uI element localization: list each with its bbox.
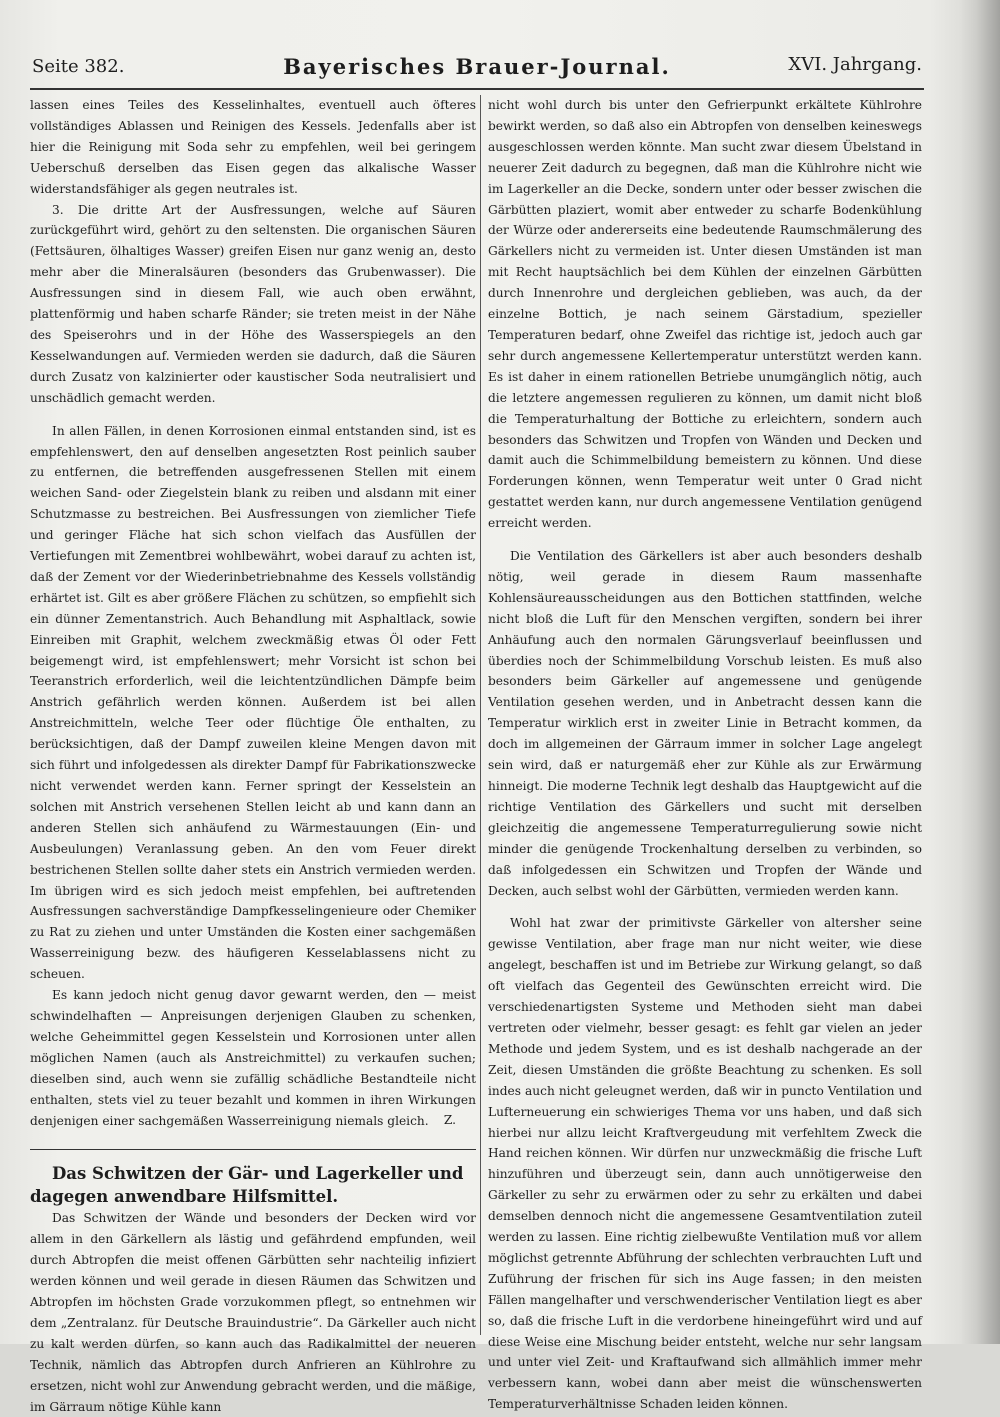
column-divider — [480, 95, 481, 1335]
page-header — [32, 52, 922, 88]
left-column — [30, 95, 476, 1417]
paragraph: Wohl hat zwar der primitivste Gärkeller von altersher seine gewisse Ventilation, aber frage man nur nicht weiter, wie diese angelegt, beschaffen ist und im Betriebe zur Wirkung gelangt, so daß oft vielfach das Gegenteil des Gewünschten erreicht wird. Die verschiedenartigsten Systeme und Methoden sieht man dabei vertreten oder vielmehr, besser gesagt: es fehlt gar vielen an jeder Methode und jedem System, und es ist deshalb nachgerade an der Zeit, diesen Umständen die größte Beachtung zu schenken. Es soll indes auch nicht geleugnet werden, daß wir in puncto Ventilation und Lufterneuerung ein schwieriges Thema vor uns haben, und daß sich hierbei nur allzu leicht Kraftvergeudung mit verfehltem Zweck die Hand reichen können. Wir dürfen nur unzweckmäßig die frische Luft hinzuführen und überzeugt sein, dann auch unnötigerweise den Gärkeller zu sehr zu erwärmen oder zu sehr zu erkälten und dabei demselben dennoch nicht die angemessene Gesamtventilation zuteil werden zu lassen. Eine richtig zielbewußte Ventilation muß vor allem möglichst getrennte Abführung der schlechten verbrauchten Luft und Zuführung der frischen für sich ins Auge fassen; in den meisten Fällen mangelhafter und verschwenderischer Ventilation liegt es aber so, daß die frische Luft in die verdorbene hineingeführt wird und auf diese Weise eine Mischung beider entsteht, welche nur sehr langsam und unter viel Zeit- und Kraftaufwand sich allmählich immer mehr verbessern kann, wobei dann aber meist die wünschenswerten Temperaturverhältnisse Schaden leiden können. — [488, 916, 923, 1412]
journal-title: Bayerisches Brauer-Journal. — [283, 54, 671, 79]
paragraph: Es kann jedoch nicht genug davor gewarnt werden, den — meist schwindelhaften — Anpreisungen derjenigen Glauben zu schenken, welche Geheimmittel gegen Kesselstein und Korrosionen unter allen möglichen Namen (auch als Anstreichmittel) zu verkaufen suchen; dieselben sind, auch wenn sie zufällig schädliche Bestandteile nicht enthalten, stets viel zu teuer bezahlt und kommen in ihren Wirkungen denjenigen einer sachgemäßen Wasserreinigung niemals gleich. — [30, 988, 476, 1128]
volume-label: XVI. Jahrgang. — [788, 54, 922, 75]
paragraph: 3. Die dritte Art der Ausfressungen, welche auf Säuren zurückgeführt wird, gehört zu den seltensten. Die organischen Säuren (Fettsäuren, ölhaltiges Wasser) greifen Eisen nur ganz wenig an, desto mehr aber die Mineralsäuren (besonders das Grubenwasser). Die Ausfressungen sind in diesem Fall, wie auch oben erwähnt, plattenförmig und haben scharfe Ränder; sie treten meist in der Nähe des Speiserohrs und in der Höhe des Wasserspiegels an den Kesselwandungen auf. Vermieden werden sie dadurch, daß die Säuren durch Zusatz von kalzinierter oder kaustischer Soda neutralisiert und unschädlich gemacht werden. — [30, 202, 476, 405]
right-column — [488, 95, 922, 1415]
author-signature: Z. — [443, 1113, 456, 1128]
paragraph: nicht wohl durch bis unter den Gefrierpunkt erkältete Kühlrohre bewirkt werden, so daß also ein Abtropfen von denselben keineswegs ausgeschlossen werden könnte. Man sucht zwar diesem Übelstand in neuerer Zeit dadurch zu begegnen, daß man die Kühlrohre nicht wie im Lagerkeller an die Decke, sondern unter oder besser zwischen die Gärbütten plaziert, womit aber entweder zu scharfe Bodenkühlung der Würze oder andererseits eine bedeutende Raumschmälerung des Gärkellers nicht zu vermeiden ist. Unter diesen Umständen ist man mit Recht hauptsächlich bei dem Kühlen der einzelnen Gärbütten durch Innenrohre und dergleichen geblieben, was auch, da der einzelne Bottich, je nach seinem Gärstadium, spezieller Temperaturen bedarf, ohne Zweifel das richtige ist, jedoch auch gar sehr durch angemessene Kellertemperatur unterstützt werden kann. Es ist daher in einem rationellen Betriebe unumgänglich nötig, auch die letztere angemessen regulieren zu können, um damit nicht bloß die Temperaturhaltung der Bottiche zu erleichtern, sondern auch besonders das Schwitzen und Tropfen von Wänden und Decken und damit auch die Schimmelbildung bemeistern zu können. Und diese Forderungen können, wenn Temperatur weit unter 0 Grad nicht gestattet werden kann, nur durch angemessene Ventilation genügend erreicht werden. — [488, 98, 922, 531]
paragraph: In allen Fällen, in denen Korrosionen einmal entstanden sind, ist es empfehlenswert, den auf denselben angesetzten Rost peinlich sauber zu entfernen, die betreffenden ausgefressenen Stellen mit einem weichen Sand- oder Ziegelstein blank zu reiben und alsdann mit einer Schutzmasse zu bestreichen. Bei Ausfressungen von ziemlicher Tiefe und geringer Fläche hat sich schon vielfach das Ausfüllen der Vertiefungen mit Zementbrei wohlbewährt, wobei darauf zu achten ist, daß der Zement vor der Wiederinbetriebnahme des Kessels vollständig erhärtet ist. Gilt es aber größere Flächen zu schützen, so empfiehlt sich ein dünner Zementanstrich. Auch Behandlung mit Asphaltlack, sowie Einreiben mit Graphit, welchem zweckmäßig etwas Öl oder Fett beigemengt wird, ist empfehlenswert; mehr Vorsicht ist schon bei Teeranstrich erforderlich, weil die leichtentzündlichen Dämpfe beim Anstrich gefährlich werden können. Außerdem ist bei allen Anstreichmitteln, welche Teer oder flüchtige Öle enthalten, zu berücksichtigen, daß der Dampf zuweilen kleine Mengen davon mit sich führt und infolgedessen als direkter Dampf für Fabrikationszwecke nicht verwendet werden kann. Ferner springt der Kesselstein an solchen mit Anstrich versehenen Stellen leicht ab und kann dann an anderen Stellen sich anhäufend zu Wärmestauungen (Ein- und Ausbeulungen) Veranlassung geben. An den vom Feuer direkt bestrichenen Stellen sollte daher stets ein Anstrich vermieden werden. Im übrigen wird es sich jedoch meist empfehlen, bei auftretenden Ausfressungen sachverständige Dampfkesselingenieure oder Chemiker zu Rat zu ziehen und unter Umständen die Kosten einer sachgemäßen Wasserreinigung bezw. des häufigeren Kesselablassens nicht zu scheuen. — [30, 423, 476, 982]
paragraph: lassen eines Teiles des Kesselinhaltes, eventuell auch öfteres vollständiges Ablassen und Reinigen des Kessels. Jedenfalls aber ist hier die Reinigung mit Soda sehr zu empfehlen, weil bei geringem Ueberschuß derselben das Eisen gegen das alkalische Wasser widerstandsfähiger als gegen neutrales ist. — [30, 98, 476, 196]
paragraph: Die Ventilation des Gärkellers ist aber auch besonders deshalb nötig, weil gerade in diesem Raum massenhafte Kohlensäureausscheidungen aus den Bottichen stattfinden, welche nicht bloß die Luft für den Menschen vergiften, sondern bei ihrer Anhäufung auch den normalen Gärungsverlauf beeinflussen und überdies noch der Schimmelbildung Vorschub leisten. Es muß also besonders beim Gärkeller auf angemessene und genügende Ventilation gesehen werden, und in Anbetracht dessen kann die Temperatur wirklich erst in zweiter Linie in Betracht kommen, da doch im allgemeinen der Gärraum immer in solcher Lage angelegt sein wird, daß er naturgemäß eher zur Kühle als zur Erwärmung hinneigt. Die moderne Technik legt deshalb das Hauptgewicht auf die richtige Ventilation des Gärkellers und sucht mit derselben gleichzeitig die angemessene Temperaturregulierung sowie nicht minder die genügende Trockenhaltung derselben zu verbinden, so daß infolgedessen ein Schwitzen und Tropfen der Wände und Decken, auch selbst wohl der Gärbütten, vermieden werden kann. — [488, 549, 922, 898]
signature-line — [30, 1113, 476, 1135]
paragraph: Das Schwitzen der Wände und besonders der Decken wird vor allem in den Gärkellern als lästig und gefährdend empfunden, weil durch Abtropfen die meist offenen Gärbütten sehr nachteilig infiziert werden können und weil gerade in diesen Räumen das Schwitzen und Abtropfen im höchsten Grade vorzukommen pflegt, so entnehmen wir dem „Zentralanz. für Deutsche Brauindustrie“. Da Gärkeller auch nicht zu kalt werden dürfen, so kann auch das Radikalmittel der neueren Technik, nämlich das Abtropfen durch Anfrieren an Kühlrohre zu ersetzen, nicht wohl zur Anwendung gebracht werden, und die mäßige, im Gärraum nötige Kühle kann — [30, 1211, 476, 1414]
page-shadow — [960, 0, 1000, 1344]
section-heading: Das Schwitzen der Gär- und Lagerkeller und dagegen anwendbare Hilfsmittel. — [30, 1164, 464, 1207]
section-divider — [30, 1149, 476, 1150]
page-number: Seite 382. — [32, 56, 125, 77]
header-rule — [30, 88, 924, 90]
